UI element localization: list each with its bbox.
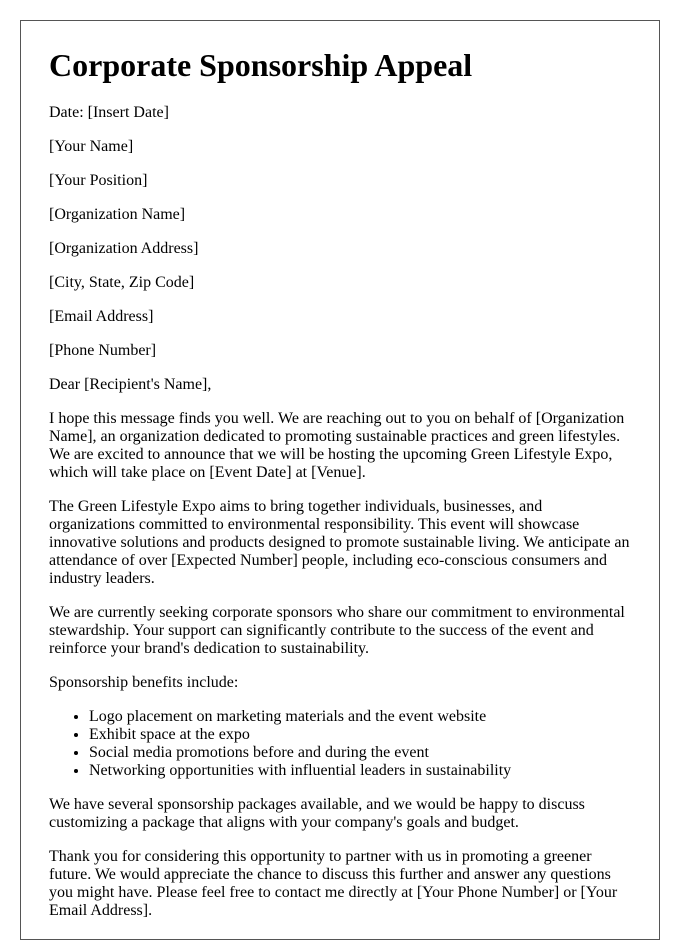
body-paragraph-intro: I hope this message finds you well. We are reaching out to you on behalf of [Organization Name], an organization dedicated to promoting sustainable practices and green lifestyles. We are excited to announce that we will be hosting the upcoming Green Lifestyle Expo, which will take place on [Event Date] at [Venue]. [49, 409, 625, 481]
benefit-item: • Networking opportunities with influential leaders in sustainability [89, 762, 631, 780]
sender-position: [Your Position] [49, 171, 148, 189]
sender-name: [Your Name] [49, 137, 134, 155]
body-paragraph-sponsors: We are currently seeking corporate sponsors who share our commitment to environmental stewardship. Your support can significantly contribute to the success of the event and reinforce your brand's dedication to sustainability. [49, 603, 625, 657]
sender-organization: [Organization Name] [49, 205, 186, 223]
sender-phone: [Phone Number] [49, 341, 157, 359]
benefit-item: • Social media promotions before and during the event [89, 744, 631, 762]
body-paragraph-thanks: Thank you for considering this opportunity to partner with us in promoting a greener future. We would appreciate the chance to discuss this further and answer any questions you might have. Please feel free to contact me directly at [Your Phone Number] or [Your Email Address]. [49, 847, 618, 919]
sender-email: [Email Address] [49, 307, 154, 325]
salutation: Dear [Recipient's Name], [49, 375, 212, 393]
body-paragraph-packages: We have several sponsorship packages available, and we would be happy to discuss customizing a package that aligns with your company's goals and budget. [49, 795, 585, 831]
benefits-intro: Sponsorship benefits include: [49, 673, 239, 691]
benefit-item: • Logo placement on marketing materials and the event website [89, 708, 631, 726]
benefit-item: • Exhibit space at the expo [89, 726, 631, 744]
letter-title: Corporate Sponsorship Appeal [49, 47, 473, 83]
date-line: Date: [Insert Date] [49, 103, 169, 121]
letter-document [20, 20, 660, 940]
benefits-list [49, 708, 631, 780]
sender-city-state-zip: [City, State, Zip Code] [49, 273, 195, 291]
sender-address: [Organization Address] [49, 239, 199, 257]
body-paragraph-expo: The Green Lifestyle Expo aims to bring together individuals, businesses, and organizations committed to environmental responsibility. This event will showcase innovative solutions and products designed to promote sustainable living. We anticipate an attendance of over [Expected Number] people, including eco-conscious consumers and industry leaders. [49, 497, 630, 587]
